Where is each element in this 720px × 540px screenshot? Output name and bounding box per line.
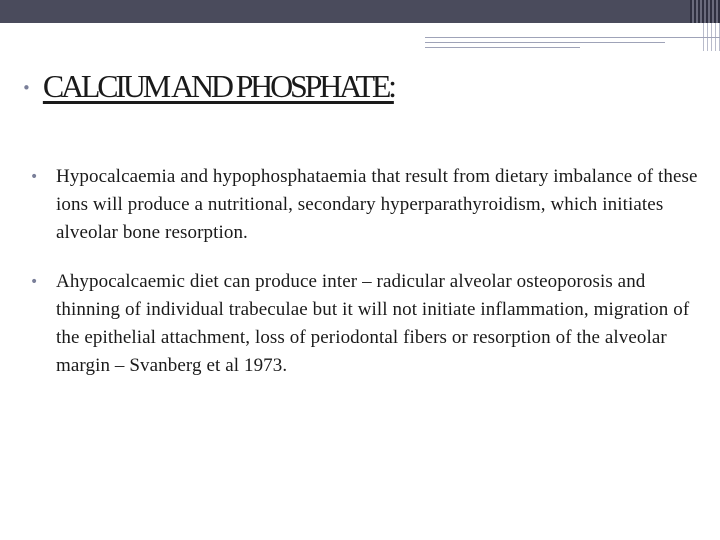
bullet-icon: • xyxy=(30,274,39,290)
bullet-item xyxy=(30,268,710,380)
header-stripe-decoration xyxy=(690,0,720,23)
slide-title: CALCIUM AND PHOSPHATE: xyxy=(42,68,394,104)
title-bullet-icon: • xyxy=(22,79,31,97)
decorative-line xyxy=(425,47,580,48)
top-header-bar xyxy=(0,0,720,23)
bullet-list xyxy=(30,163,710,401)
decorative-line xyxy=(425,42,665,43)
bullet-text: Ahypocalcaemic diet can produce inter – radicular alveolar osteoporosis and thinning of individual trabeculae but it will not initiate inflammation, migration of the epithelial attachment, loss of periodontal fibers or resorption of the alveolar margin – Svanberg et al 1973. xyxy=(56,271,690,376)
bullet-icon: • xyxy=(30,169,39,185)
bullet-text: Hypocalcaemia and hypophosphataemia that result from dietary imbalance of these ions will produce a nutritional, secondary hyperparathyroidism, which initiates alveolar bone resorption. xyxy=(56,166,698,243)
bullet-item xyxy=(30,163,710,247)
title-row xyxy=(22,68,394,105)
decorative-line xyxy=(425,37,720,38)
